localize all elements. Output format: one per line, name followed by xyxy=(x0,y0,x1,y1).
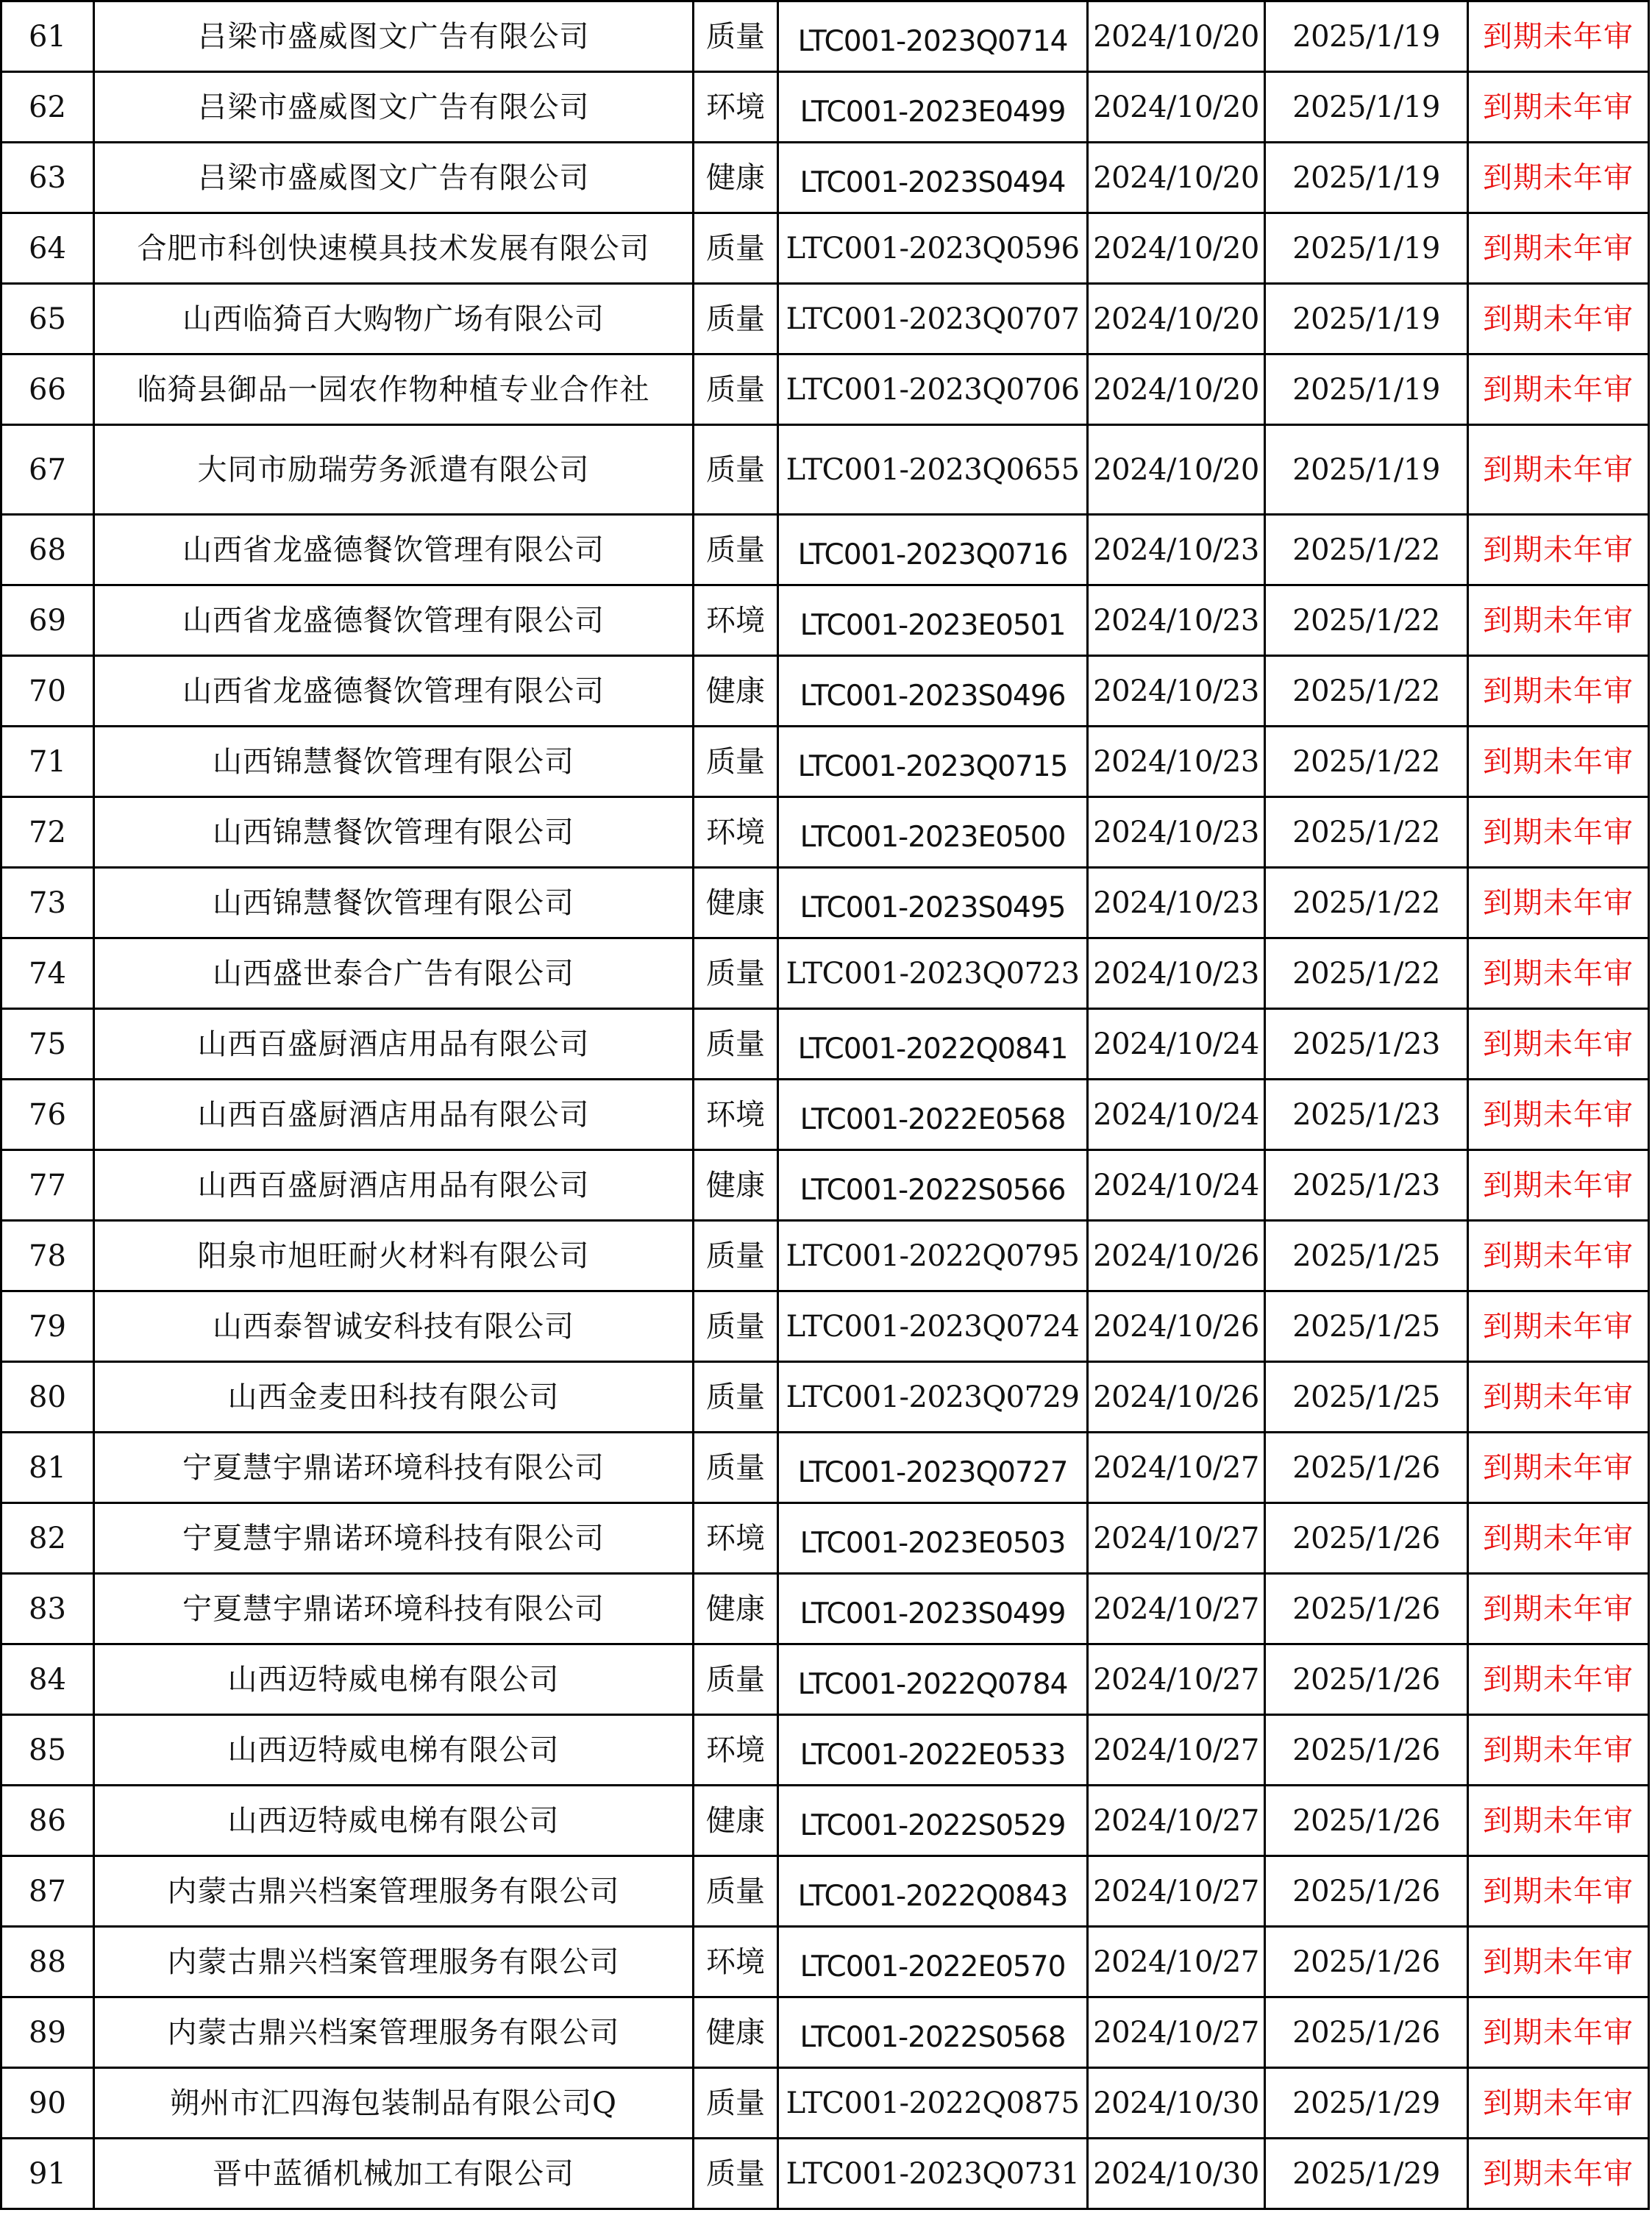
table-row xyxy=(1,1433,1649,1503)
cell-cert-type: 质量 xyxy=(694,213,778,284)
table-row xyxy=(1,1644,1649,1715)
cell-issue-date: 2024/10/30 xyxy=(1088,2139,1265,2209)
cell-status: 到期未年审 xyxy=(1468,1856,1649,1927)
cell-number: 85 xyxy=(1,1715,94,1786)
cell-due-date: 2025/1/19 xyxy=(1265,72,1468,143)
cell-number: 67 xyxy=(1,425,94,515)
cell-cert-number: LTC001-2023Q0707 xyxy=(778,284,1088,354)
cell-number: 66 xyxy=(1,354,94,425)
cell-cert-type: 健康 xyxy=(694,143,778,213)
cell-status: 到期未年审 xyxy=(1468,1786,1649,1856)
cell-number: 90 xyxy=(1,2068,94,2139)
cell-status: 到期未年审 xyxy=(1468,1,1649,72)
cell-number: 61 xyxy=(1,1,94,72)
cell-cert-number: LTC001-2023S0494 xyxy=(778,143,1088,213)
cell-due-date: 2025/1/26 xyxy=(1265,1433,1468,1503)
cell-issue-date: 2024/10/23 xyxy=(1088,868,1265,938)
cell-cert-number: LTC001-2022S0566 xyxy=(778,1150,1088,1221)
cell-cert-number: LTC001-2023Q0715 xyxy=(778,727,1088,797)
cell-status: 到期未年审 xyxy=(1468,656,1649,727)
cell-issue-date: 2024/10/24 xyxy=(1088,1009,1265,1080)
table-row xyxy=(1,2068,1649,2139)
cell-due-date: 2025/1/22 xyxy=(1265,727,1468,797)
cell-number: 84 xyxy=(1,1644,94,1715)
cell-number: 83 xyxy=(1,1574,94,1644)
table-row xyxy=(1,1503,1649,1574)
cell-cert-number: LTC001-2023Q0729 xyxy=(778,1362,1088,1433)
cell-cert-type: 质量 xyxy=(694,354,778,425)
cell-due-date: 2025/1/22 xyxy=(1265,585,1468,656)
cell-status: 到期未年审 xyxy=(1468,143,1649,213)
cell-due-date: 2025/1/25 xyxy=(1265,1291,1468,1362)
cell-cert-number: LTC001-2023Q0714 xyxy=(778,1,1088,72)
cell-cert-number: LTC001-2022Q0843 xyxy=(778,1856,1088,1927)
cell-cert-type: 健康 xyxy=(694,656,778,727)
cell-cert-type: 质量 xyxy=(694,1221,778,1291)
table-row xyxy=(1,938,1649,1009)
cell-cert-type: 质量 xyxy=(694,2068,778,2139)
cell-issue-date: 2024/10/20 xyxy=(1088,354,1265,425)
table-row xyxy=(1,1715,1649,1786)
cell-company: 山西锦慧餐饮管理有限公司 xyxy=(94,868,694,938)
cell-number: 82 xyxy=(1,1503,94,1574)
cell-cert-number: LTC001-2022E0568 xyxy=(778,1080,1088,1150)
cell-company: 晋中蓝循机械加工有限公司 xyxy=(94,2139,694,2209)
cell-number: 75 xyxy=(1,1009,94,1080)
cell-cert-type: 环境 xyxy=(694,797,778,868)
cell-issue-date: 2024/10/23 xyxy=(1088,797,1265,868)
cell-cert-type: 健康 xyxy=(694,1786,778,1856)
cell-number: 74 xyxy=(1,938,94,1009)
cell-due-date: 2025/1/19 xyxy=(1265,425,1468,515)
table-row xyxy=(1,1856,1649,1927)
table-row xyxy=(1,1362,1649,1433)
table-row xyxy=(1,1221,1649,1291)
cell-company: 山西省龙盛德餐饮管理有限公司 xyxy=(94,585,694,656)
cell-cert-number: LTC001-2023E0500 xyxy=(778,797,1088,868)
cell-issue-date: 2024/10/20 xyxy=(1088,143,1265,213)
cell-due-date: 2025/1/26 xyxy=(1265,1644,1468,1715)
cell-company: 山西泰智诚安科技有限公司 xyxy=(94,1291,694,1362)
cell-cert-number: LTC001-2022S0529 xyxy=(778,1786,1088,1856)
cell-status: 到期未年审 xyxy=(1468,425,1649,515)
table-row xyxy=(1,72,1649,143)
cell-cert-type: 质量 xyxy=(694,515,778,585)
cell-number: 73 xyxy=(1,868,94,938)
cell-company: 山西迈特威电梯有限公司 xyxy=(94,1715,694,1786)
cell-issue-date: 2024/10/23 xyxy=(1088,656,1265,727)
cell-due-date: 2025/1/26 xyxy=(1265,1927,1468,1997)
table-row xyxy=(1,425,1649,515)
cell-number: 65 xyxy=(1,284,94,354)
cell-due-date: 2025/1/26 xyxy=(1265,1856,1468,1927)
cell-status: 到期未年审 xyxy=(1468,1080,1649,1150)
table-row xyxy=(1,1927,1649,1997)
cell-status: 到期未年审 xyxy=(1468,868,1649,938)
cell-status: 到期未年审 xyxy=(1468,354,1649,425)
cell-status: 到期未年审 xyxy=(1468,938,1649,1009)
cell-status: 到期未年审 xyxy=(1468,1291,1649,1362)
cell-company: 内蒙古鼎兴档案管理服务有限公司 xyxy=(94,1997,694,2068)
cell-cert-number: LTC001-2023Q0724 xyxy=(778,1291,1088,1362)
cell-cert-type: 质量 xyxy=(694,1291,778,1362)
cell-cert-type: 健康 xyxy=(694,1574,778,1644)
cell-status: 到期未年审 xyxy=(1468,1150,1649,1221)
cell-issue-date: 2024/10/24 xyxy=(1088,1080,1265,1150)
cell-cert-type: 健康 xyxy=(694,868,778,938)
table-row xyxy=(1,284,1649,354)
table-row xyxy=(1,868,1649,938)
table-row xyxy=(1,213,1649,284)
cell-company: 宁夏慧宇鼎诺环境科技有限公司 xyxy=(94,1433,694,1503)
cell-company: 宁夏慧宇鼎诺环境科技有限公司 xyxy=(94,1574,694,1644)
cell-company: 山西迈特威电梯有限公司 xyxy=(94,1786,694,1856)
cell-cert-number: LTC001-2023S0499 xyxy=(778,1574,1088,1644)
cell-cert-type: 质量 xyxy=(694,727,778,797)
cell-cert-number: LTC001-2022Q0795 xyxy=(778,1221,1088,1291)
cell-cert-type: 环境 xyxy=(694,1080,778,1150)
cell-number: 88 xyxy=(1,1927,94,1997)
cell-due-date: 2025/1/19 xyxy=(1265,213,1468,284)
cell-cert-type: 质量 xyxy=(694,938,778,1009)
cell-issue-date: 2024/10/20 xyxy=(1088,1,1265,72)
cell-cert-number: LTC001-2022Q0784 xyxy=(778,1644,1088,1715)
table-row xyxy=(1,656,1649,727)
cell-issue-date: 2024/10/30 xyxy=(1088,2068,1265,2139)
cell-cert-number: LTC001-2023Q0706 xyxy=(778,354,1088,425)
cell-due-date: 2025/1/22 xyxy=(1265,868,1468,938)
cell-cert-number: LTC001-2023Q0596 xyxy=(778,213,1088,284)
cell-number: 72 xyxy=(1,797,94,868)
cell-status: 到期未年审 xyxy=(1468,1221,1649,1291)
cell-company: 山西百盛厨酒店用品有限公司 xyxy=(94,1150,694,1221)
cell-company: 吕梁市盛威图文广告有限公司 xyxy=(94,72,694,143)
cell-issue-date: 2024/10/20 xyxy=(1088,284,1265,354)
cell-company: 山西临猗百大购物广场有限公司 xyxy=(94,284,694,354)
cell-issue-date: 2024/10/27 xyxy=(1088,1715,1265,1786)
cell-cert-type: 环境 xyxy=(694,72,778,143)
cell-cert-number: LTC001-2023E0503 xyxy=(778,1503,1088,1574)
cell-due-date: 2025/1/19 xyxy=(1265,284,1468,354)
cell-company: 大同市励瑞劳务派遣有限公司 xyxy=(94,425,694,515)
cell-issue-date: 2024/10/20 xyxy=(1088,213,1265,284)
cell-number: 80 xyxy=(1,1362,94,1433)
cell-cert-number: LTC001-2023Q0655 xyxy=(778,425,1088,515)
cell-due-date: 2025/1/19 xyxy=(1265,1,1468,72)
cell-company: 山西百盛厨酒店用品有限公司 xyxy=(94,1009,694,1080)
cell-status: 到期未年审 xyxy=(1468,284,1649,354)
cell-cert-type: 质量 xyxy=(694,284,778,354)
cell-due-date: 2025/1/23 xyxy=(1265,1150,1468,1221)
cell-issue-date: 2024/10/26 xyxy=(1088,1291,1265,1362)
cell-number: 77 xyxy=(1,1150,94,1221)
cell-number: 89 xyxy=(1,1997,94,2068)
cell-issue-date: 2024/10/23 xyxy=(1088,515,1265,585)
cell-cert-type: 质量 xyxy=(694,2139,778,2209)
cell-status: 到期未年审 xyxy=(1468,1644,1649,1715)
cell-number: 76 xyxy=(1,1080,94,1150)
cell-issue-date: 2024/10/27 xyxy=(1088,1856,1265,1927)
cell-status: 到期未年审 xyxy=(1468,1362,1649,1433)
table-row xyxy=(1,1009,1649,1080)
cell-company: 山西锦慧餐饮管理有限公司 xyxy=(94,797,694,868)
cell-number: 71 xyxy=(1,727,94,797)
cell-issue-date: 2024/10/20 xyxy=(1088,425,1265,515)
cell-company: 山西省龙盛德餐饮管理有限公司 xyxy=(94,515,694,585)
cell-status: 到期未年审 xyxy=(1468,1715,1649,1786)
cell-due-date: 2025/1/25 xyxy=(1265,1221,1468,1291)
cell-number: 64 xyxy=(1,213,94,284)
cell-status: 到期未年审 xyxy=(1468,585,1649,656)
cell-cert-type: 环境 xyxy=(694,1927,778,1997)
cell-issue-date: 2024/10/27 xyxy=(1088,1997,1265,2068)
cell-due-date: 2025/1/19 xyxy=(1265,354,1468,425)
cell-cert-number: LTC001-2023S0495 xyxy=(778,868,1088,938)
cell-issue-date: 2024/10/20 xyxy=(1088,72,1265,143)
cell-status: 到期未年审 xyxy=(1468,2068,1649,2139)
cell-company: 山西盛世泰合广告有限公司 xyxy=(94,938,694,1009)
cell-company: 山西迈特威电梯有限公司 xyxy=(94,1644,694,1715)
table-row xyxy=(1,1574,1649,1644)
table-row xyxy=(1,1080,1649,1150)
cell-number: 63 xyxy=(1,143,94,213)
cell-issue-date: 2024/10/27 xyxy=(1088,1927,1265,1997)
cell-cert-type: 环境 xyxy=(694,1503,778,1574)
cell-issue-date: 2024/10/24 xyxy=(1088,1150,1265,1221)
cell-status: 到期未年审 xyxy=(1468,1009,1649,1080)
cell-due-date: 2025/1/22 xyxy=(1265,938,1468,1009)
cell-due-date: 2025/1/26 xyxy=(1265,1997,1468,2068)
cell-company: 内蒙古鼎兴档案管理服务有限公司 xyxy=(94,1856,694,1927)
cell-cert-type: 环境 xyxy=(694,585,778,656)
cell-cert-number: LTC001-2022Q0875 xyxy=(778,2068,1088,2139)
cell-issue-date: 2024/10/26 xyxy=(1088,1221,1265,1291)
table-row xyxy=(1,1150,1649,1221)
cell-number: 81 xyxy=(1,1433,94,1503)
table-row xyxy=(1,585,1649,656)
cell-number: 87 xyxy=(1,1856,94,1927)
cell-cert-type: 环境 xyxy=(694,1715,778,1786)
cell-company: 合肥市科创快速模具技术发展有限公司 xyxy=(94,213,694,284)
cell-cert-number: LTC001-2023S0496 xyxy=(778,656,1088,727)
cell-cert-number: LTC001-2022Q0841 xyxy=(778,1009,1088,1080)
cell-status: 到期未年审 xyxy=(1468,797,1649,868)
cell-cert-number: LTC001-2022S0568 xyxy=(778,1997,1088,2068)
cell-status: 到期未年审 xyxy=(1468,2139,1649,2209)
cell-number: 70 xyxy=(1,656,94,727)
table-row xyxy=(1,354,1649,425)
cell-company: 吕梁市盛威图文广告有限公司 xyxy=(94,1,694,72)
cell-due-date: 2025/1/26 xyxy=(1265,1574,1468,1644)
cell-number: 62 xyxy=(1,72,94,143)
cell-issue-date: 2024/10/23 xyxy=(1088,727,1265,797)
table-row xyxy=(1,1786,1649,1856)
cell-number: 68 xyxy=(1,515,94,585)
table-row xyxy=(1,1,1649,72)
table-row xyxy=(1,515,1649,585)
cell-company: 内蒙古鼎兴档案管理服务有限公司 xyxy=(94,1927,694,1997)
cell-due-date: 2025/1/23 xyxy=(1265,1080,1468,1150)
table-row xyxy=(1,2139,1649,2209)
cell-cert-type: 质量 xyxy=(694,1433,778,1503)
cell-due-date: 2025/1/19 xyxy=(1265,143,1468,213)
table-row xyxy=(1,797,1649,868)
cell-company: 阳泉市旭旺耐火材料有限公司 xyxy=(94,1221,694,1291)
cell-cert-number: LTC001-2023Q0723 xyxy=(778,938,1088,1009)
cell-due-date: 2025/1/29 xyxy=(1265,2068,1468,2139)
cell-cert-type: 质量 xyxy=(694,425,778,515)
cell-cert-number: LTC001-2023Q0727 xyxy=(778,1433,1088,1503)
cell-status: 到期未年审 xyxy=(1468,727,1649,797)
cell-status: 到期未年审 xyxy=(1468,213,1649,284)
cell-cert-number: LTC001-2023E0501 xyxy=(778,585,1088,656)
cell-number: 78 xyxy=(1,1221,94,1291)
cell-cert-number: LTC001-2022E0533 xyxy=(778,1715,1088,1786)
cell-issue-date: 2024/10/23 xyxy=(1088,585,1265,656)
cell-cert-type: 质量 xyxy=(694,1009,778,1080)
cell-due-date: 2025/1/29 xyxy=(1265,2139,1468,2209)
cell-cert-type: 质量 xyxy=(694,1856,778,1927)
table-row xyxy=(1,1997,1649,2068)
cell-due-date: 2025/1/26 xyxy=(1265,1503,1468,1574)
cell-company: 山西百盛厨酒店用品有限公司 xyxy=(94,1080,694,1150)
cell-company: 临猗县御品一园农作物种植专业合作社 xyxy=(94,354,694,425)
cell-company: 山西省龙盛德餐饮管理有限公司 xyxy=(94,656,694,727)
cell-status: 到期未年审 xyxy=(1468,72,1649,143)
cell-due-date: 2025/1/26 xyxy=(1265,1715,1468,1786)
cell-cert-type: 质量 xyxy=(694,1,778,72)
cell-cert-type: 健康 xyxy=(694,1150,778,1221)
cell-due-date: 2025/1/26 xyxy=(1265,1786,1468,1856)
cell-cert-number: LTC001-2023Q0716 xyxy=(778,515,1088,585)
cell-status: 到期未年审 xyxy=(1468,1927,1649,1997)
cell-issue-date: 2024/10/27 xyxy=(1088,1503,1265,1574)
cell-status: 到期未年审 xyxy=(1468,1433,1649,1503)
table-row xyxy=(1,727,1649,797)
cell-due-date: 2025/1/23 xyxy=(1265,1009,1468,1080)
cell-company: 山西金麦田科技有限公司 xyxy=(94,1362,694,1433)
cell-cert-type: 质量 xyxy=(694,1644,778,1715)
cell-cert-type: 质量 xyxy=(694,1362,778,1433)
cell-due-date: 2025/1/22 xyxy=(1265,515,1468,585)
cell-cert-number: LTC001-2023Q0731 xyxy=(778,2139,1088,2209)
table-row xyxy=(1,1291,1649,1362)
cell-company: 朔州市汇四海包装制品有限公司Q xyxy=(94,2068,694,2139)
table-row xyxy=(1,143,1649,213)
cell-issue-date: 2024/10/23 xyxy=(1088,938,1265,1009)
cell-number: 69 xyxy=(1,585,94,656)
cell-issue-date: 2024/10/27 xyxy=(1088,1433,1265,1503)
cell-status: 到期未年审 xyxy=(1468,515,1649,585)
cell-status: 到期未年审 xyxy=(1468,1503,1649,1574)
cell-status: 到期未年审 xyxy=(1468,1997,1649,2068)
cell-company: 吕梁市盛威图文广告有限公司 xyxy=(94,143,694,213)
cell-due-date: 2025/1/22 xyxy=(1265,656,1468,727)
cell-company: 宁夏慧宇鼎诺环境科技有限公司 xyxy=(94,1503,694,1574)
cell-cert-number: LTC001-2022E0570 xyxy=(778,1927,1088,1997)
cell-company: 山西锦慧餐饮管理有限公司 xyxy=(94,727,694,797)
cell-issue-date: 2024/10/27 xyxy=(1088,1574,1265,1644)
cell-issue-date: 2024/10/27 xyxy=(1088,1786,1265,1856)
table-body xyxy=(1,1,1649,2209)
cell-issue-date: 2024/10/26 xyxy=(1088,1362,1265,1433)
cell-number: 79 xyxy=(1,1291,94,1362)
cell-number: 86 xyxy=(1,1786,94,1856)
cell-cert-number: LTC001-2023E0499 xyxy=(778,72,1088,143)
cell-due-date: 2025/1/22 xyxy=(1265,797,1468,868)
cell-status: 到期未年审 xyxy=(1468,1574,1649,1644)
cell-issue-date: 2024/10/27 xyxy=(1088,1644,1265,1715)
cell-cert-type: 健康 xyxy=(694,1997,778,2068)
cell-due-date: 2025/1/25 xyxy=(1265,1362,1468,1433)
cell-number: 91 xyxy=(1,2139,94,2209)
